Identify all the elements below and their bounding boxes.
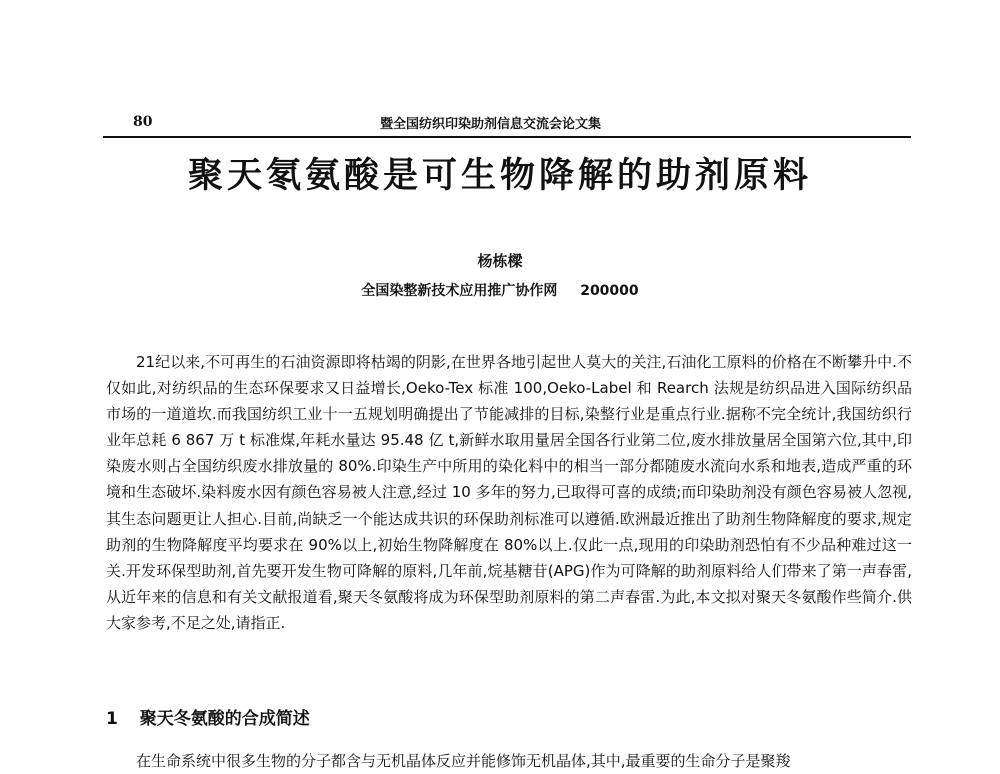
affiliation-postcode: 200000	[580, 283, 639, 299]
author-name: 杨栋樑	[477, 252, 523, 270]
running-header	[103, 108, 911, 138]
paper-title: 聚天氡氨酸是可生物降解的助剂原料	[187, 155, 812, 196]
author-affiliation	[0, 280, 1000, 300]
cut-off-text-line: 在生命系统中很多生物的分子都含与无机晶体反应并能修饰无机晶体,其中,最重要的生命分子是聚羧	[136, 752, 791, 770]
journal-title: 暨全国纺织印染助剂信息交流会论文集	[380, 117, 602, 132]
section-heading	[106, 704, 310, 729]
affiliation-name: 全国染整新技术应用推广协作网	[361, 283, 558, 299]
section-number: 1	[106, 709, 118, 729]
section-title: 聚天冬氨酸的合成简述	[139, 709, 310, 729]
page-number: 80	[133, 114, 153, 130]
intro-paragraph: 21纪以来,不可再生的石油资源即将枯竭的阴影,在世界各地引起世人莫大的关注,石油化工原料的价格在不断攀升中.不仅如此,对纺织品的生态环保要求又日益增长,Oeko-Tex 标准 100,Oeko-Label 和 Rearch 法规是纺织品进入国际纺织品市场的一道道坎.而我国纺织工业十一五规划明确提出了节能减排的目标,染整行业是重点行业.据称不完全统计,我国纺织行业年总耗 6 867 万 t 标准煤,年耗水量达 95.48 亿 t,新鲜水取用量居全国各行业第二位,废水排放量居全国第六位,其中,印染废水则占全国纺织废水排放量的 80%.印染生产中所用的染化料中的相当一部分都随废水流向水系和地表,造成严重的环境和生态破坏.染料废水因有颜色容易被人注意,经过 10 多年的努力,已取得可喜的成绩;而印染助剂没有颜色容易被人忽视,其生态问题更让人担心.目前,尚缺乏一个能达成共识的环保助剂标准可以遵循.欧洲最近推出了助剂生物降解度的要求,规定助剂的生物降解度平均要求在 90%以上,初始生物降解度在 80%以上.仅此一点,现用的印染助剂恐怕有不少品种难过这一关.开发环保型助剂,首先要开发生物可降解的原料,几年前,烷基糖苷(APG)作为可降解的助剂原料给人们带来了第一声春雷,从近年来的信息和有关文献报道看,聚天冬氨酸将成为环保型助剂原料的第二声春雷.为此,本文拟对聚天冬氨酸作些简介.供大家参考,不足之处,请指正.	[106, 353, 912, 632]
